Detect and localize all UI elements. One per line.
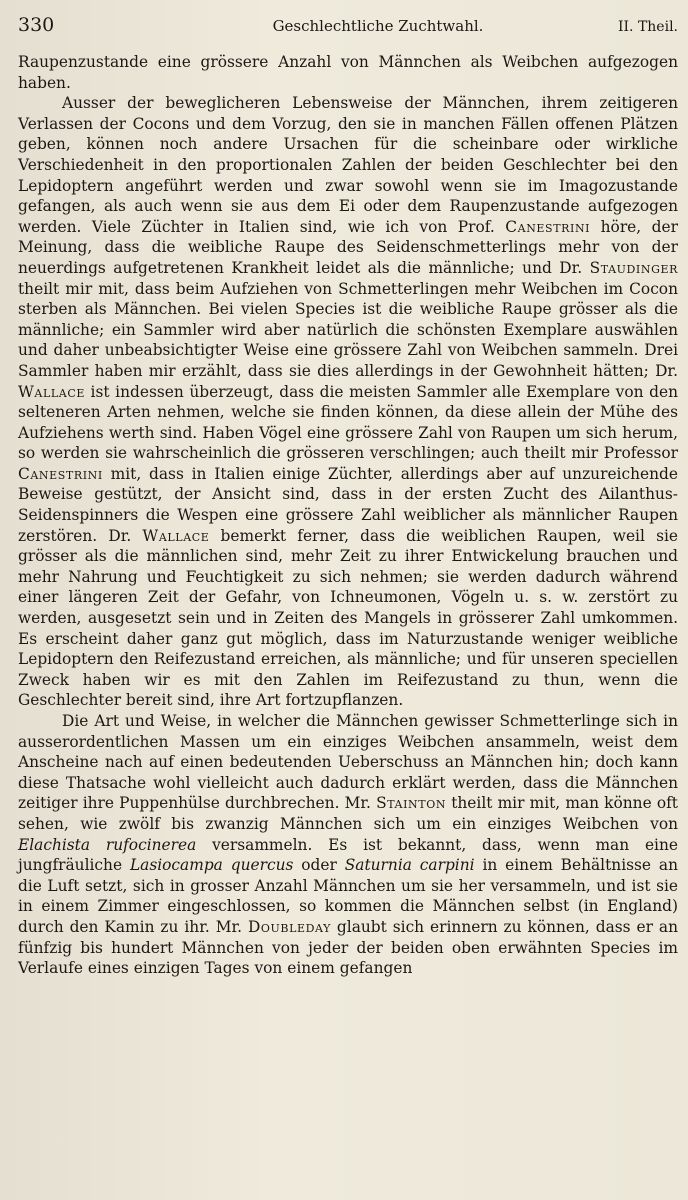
species-name: Lasiocampa quercus: [129, 856, 294, 875]
person-name: Wallace: [142, 526, 210, 545]
text-run: oder: [293, 856, 345, 875]
text-run: theilt mir mit, dass beim Aufziehen von Schmetterlingen mehr Weibchen im Cocon sterben als Männchen. Bei vielen Species ist die weibliche Raupe grösser als die männliche; ein Sammler wird aber natürlich die schönsten Exemplare auswählen und daher unbeabsichtigter Weise eine grössere Zahl von Weibchen sammeln. Drei Sammler haben mir erzählt, dass sie dies allerdings in der Gewohnheit hätten; Dr.: [18, 279, 678, 380]
person-name: Doubleday: [247, 917, 331, 936]
text-run: bemerkt ferner, dass die weiblichen Raupen, weil sie grösser als die männlichen sind, mehr Zeit zu ihrer Entwickelung brauchen und mehr Nahrung und Feuchtigkeit zu sich nehmen; sie werden dadurch während einer längeren Zeit der Gefahr, von Ichneumonen, Vögeln u. s. w. zerstört zu werden, ausgesetzt sein und in Zeiten des Mangels in grösserer Zahl umkommen. Es erscheint daher ganz gut möglich, dass im Naturzustande weniger weibliche Lepidoptern den Reifezustand erreichen, als männliche; und für unseren speciellen Zweck haben wir es mit den Zahlen im Reifezustand zu thun, wenn die Geschlechter bereit sind, ihre Art fortzupflanzen.: [18, 526, 678, 710]
person-name: Stainton: [376, 794, 447, 813]
paragraph: [18, 52, 678, 93]
text-run: Raupenzustande eine grössere Anzahl von Männchen als Weibchen aufgezogen haben.: [18, 53, 678, 92]
person-name: Wallace: [18, 382, 85, 401]
running-head: Geschlechtliche Zuchtwahl.: [272, 17, 484, 35]
text-run: höre, der Meinung, dass die weibliche Raupe des Seidenschmetterlings mehr von der neuerdings aufgetretenen Krankheit leidet als die männliche; und Dr.: [18, 217, 678, 277]
text-run: theilt mir mit, man könne oft sehen, wie zwölf bis zwanzig Männchen sich um ein einziges Weibchen von: [18, 794, 678, 833]
body-text: [18, 52, 678, 979]
text-run: ist indessen überzeugt, dass die meisten Sammler alle Exemplare von den selteneren Arten nehmen, welche sie finden können, da diese allein der Mühe des Aufziehens werth sind. Haben Vögel eine grössere Zahl von Raupen um sich herum, so werden sie wahrscheinlich die grösseren verschlingen; auch theilt mir Professor: [18, 382, 678, 463]
person-name: Staudinger: [589, 258, 678, 277]
text-run: in einem Behältnisse an die Luft setzt, sich in grosser Anzahl Männchen um sie her versammeln, und ist sie in einem Zimmer eingeschlossen, so kommen die Männchen selbst (in England) durch den Kamin zu ihr. Mr.: [18, 856, 678, 936]
text-run: Ausser der beweglicheren Lebensweise der Männchen, ihrem zeitigeren Verlassen der Cocons und dem Vorzug, den sie in manchen Fällen offenen Plätzen geben, können noch andere Ursachen für die scheinbare oder wirkliche Verschiedenheit in den proportionalen Zahlen der beiden Geschlechter bei den Lepidoptern angeführt werden und zwar sowohl wenn sie im Imagozustande gefangen, als auch wenn sie aus dem Ei oder dem Raupenzustande aufgezogen werden. Viele Züchter in Italien sind, wie ich von Prof.: [18, 94, 678, 236]
paragraph: [18, 93, 678, 711]
text-run: Die Art und Weise, in welcher die Männchen gewisser Schmetterlinge sich in ausserordentlichen Massen um ein einziges Weibchen ansammeln, weist dem Anscheine nach auf einen bedeutenden Ueberschuss an Männchen hin; doch kann diese Thatsache wohl vielleicht auch dadurch erklärt werden, dass die Männchen zeitiger ihre Puppenhülse durchbrechen. Mr.: [18, 712, 678, 813]
text-run: glaubt sich erinnern zu können, dass er an fünfzig bis hundert Männchen von jeder der beiden oben erwähnten Species im Verlaufe eines einzigen Tages von einem gefangen: [18, 917, 678, 978]
text-run: versammeln. Es ist bekannt, dass, wenn man eine jungfräuliche: [18, 835, 678, 875]
person-name: Canestrini: [18, 464, 103, 483]
text-run: mit, dass in Italien einige Züchter, allerdings aber auf unzureichende Beweise gestützt, der Ansicht sind, dass in der ersten Zucht des Ailanthus-Seidenspinners die Wespen eine grössere Zahl weiblicher als männlicher Raupen zerstören. Dr.: [18, 464, 678, 545]
species-name: Saturnia carpini: [344, 856, 475, 875]
species-name: Elachista rufocinerea: [18, 835, 197, 854]
section-label: II. Theil.: [617, 19, 678, 35]
page-header: [18, 14, 678, 52]
page-number: 330: [18, 14, 55, 36]
paragraph: [18, 711, 678, 979]
person-name: Canestrini: [505, 217, 591, 236]
